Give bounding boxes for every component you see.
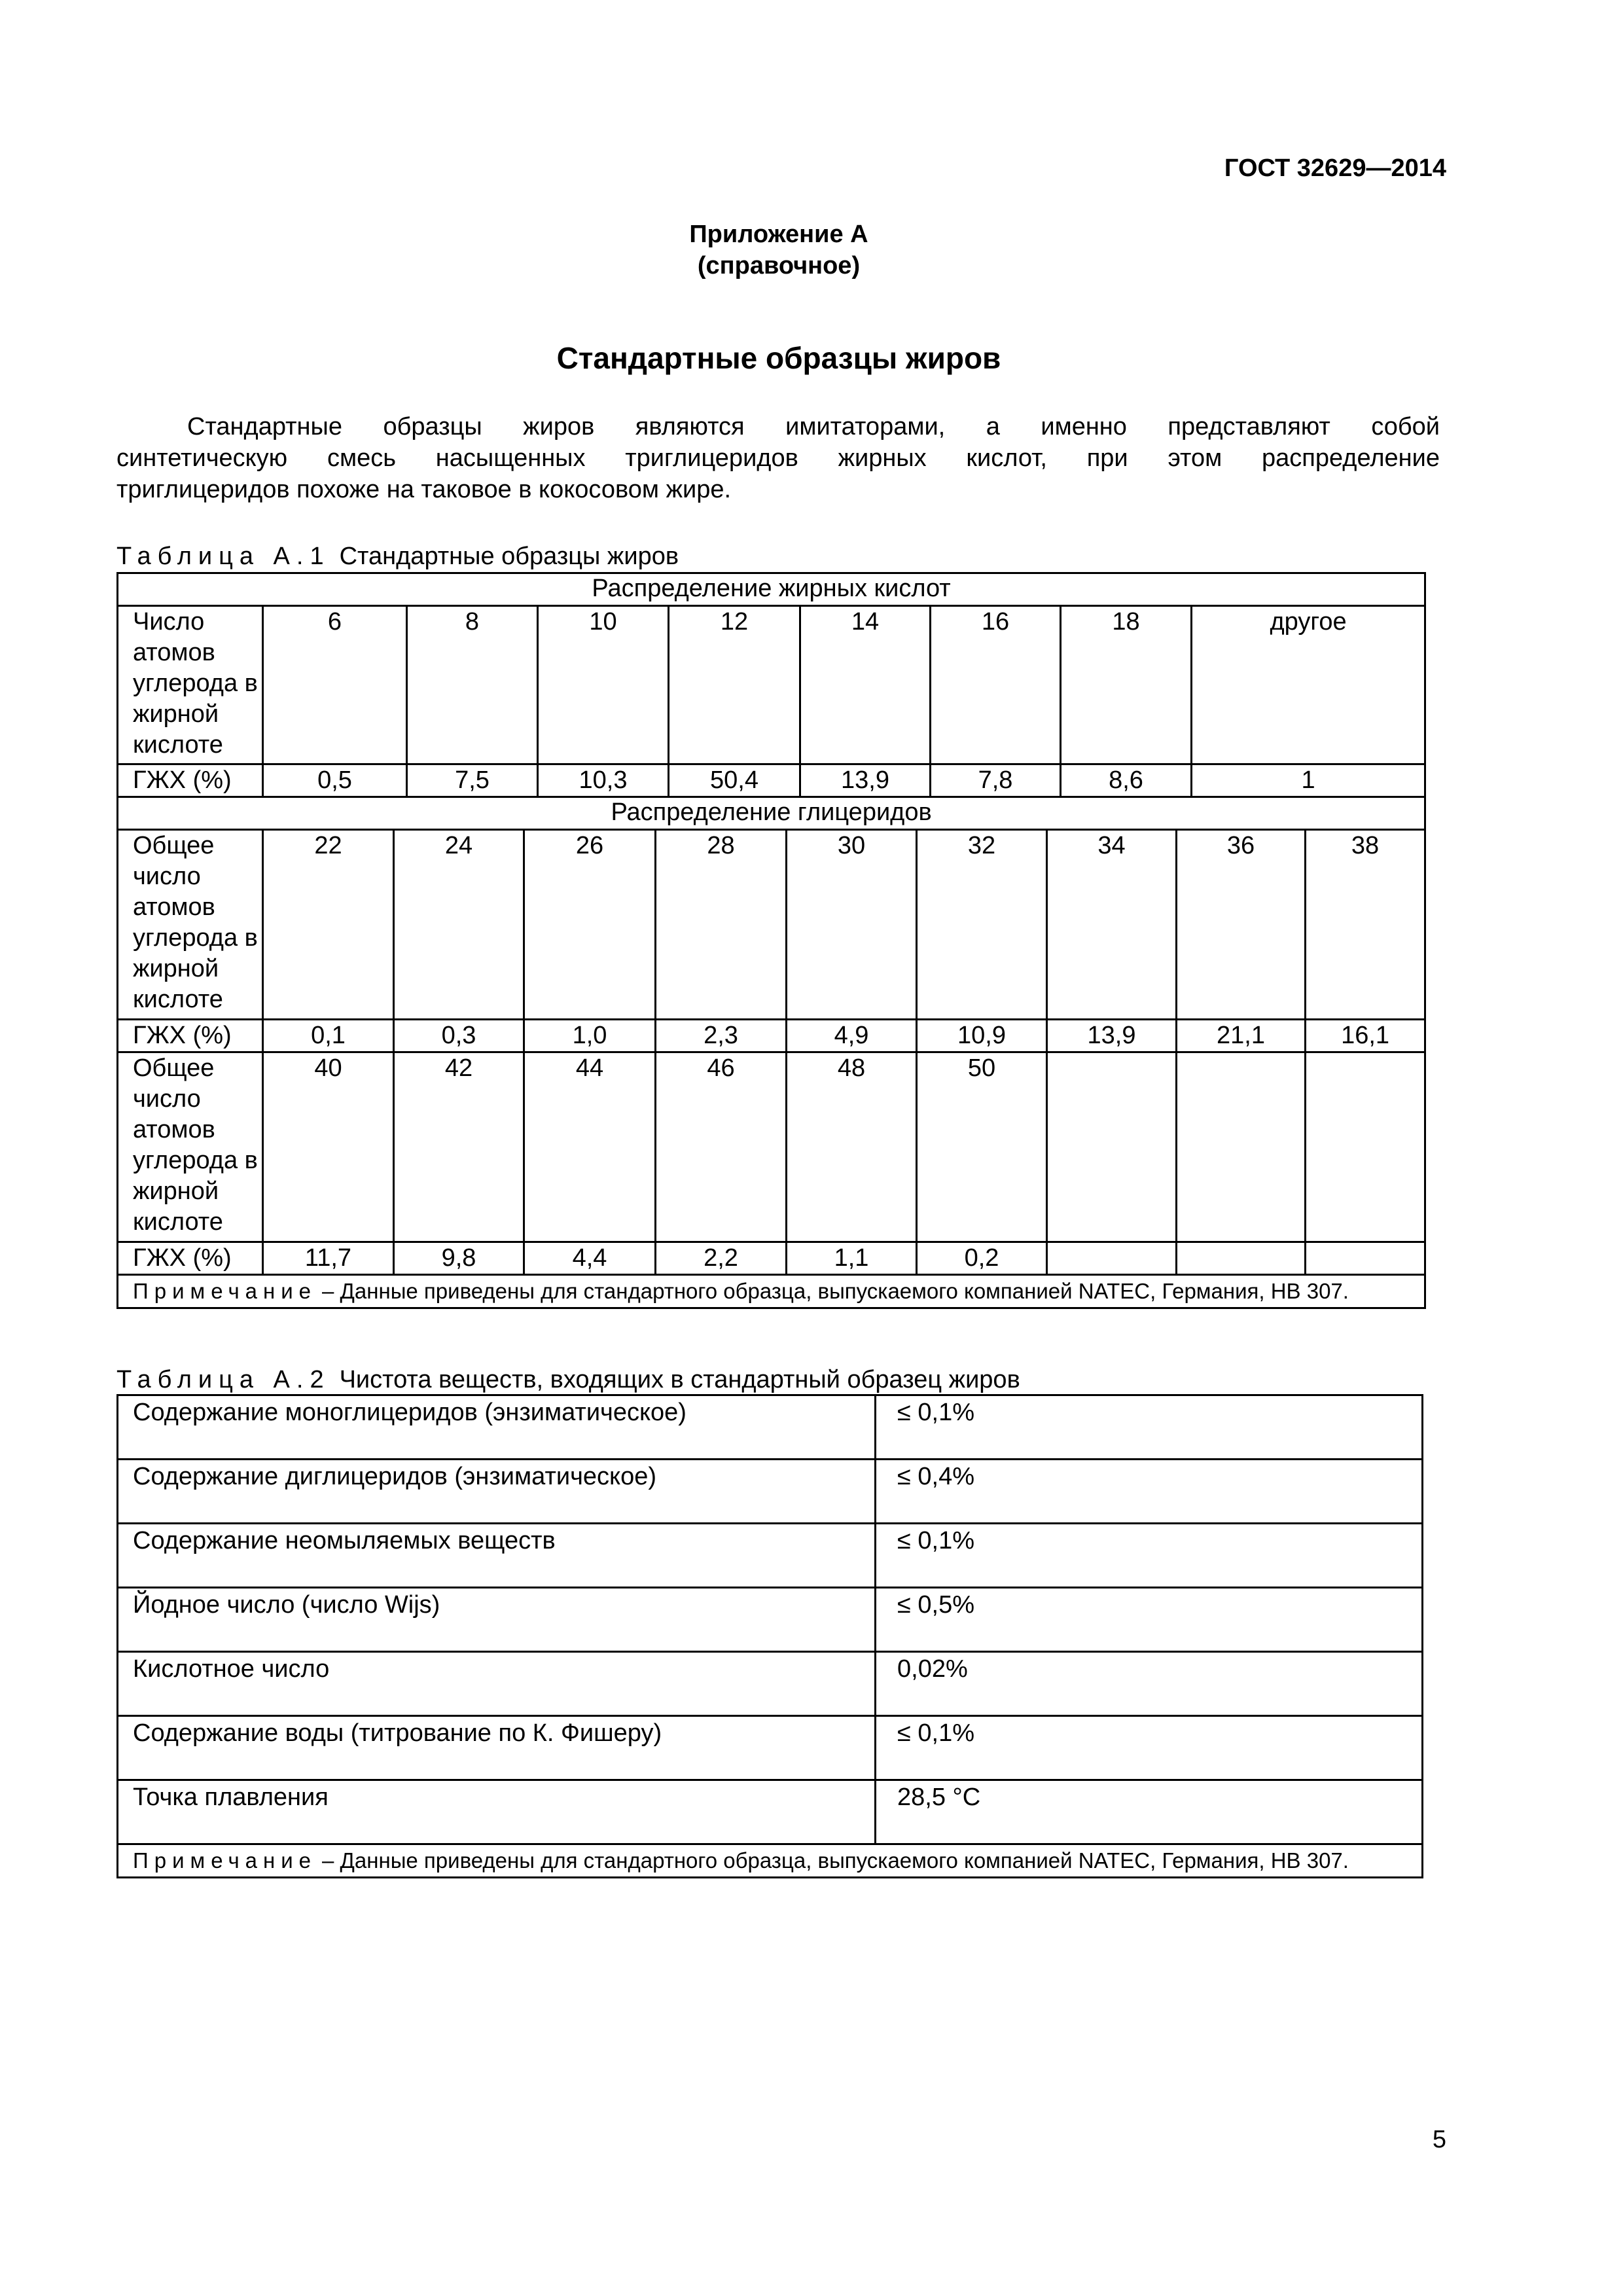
purity-row-value: 0,02%	[876, 1652, 1423, 1716]
table-purity	[116, 1394, 1423, 1878]
table1-caption-text: Стандартные образцы жиров	[339, 543, 679, 570]
table-cell: 10,9	[917, 1020, 1047, 1052]
intro-line-3: триглицеридов похоже на таковое в кокосовом жире.	[116, 476, 732, 503]
table-cell: 2,2	[656, 1242, 787, 1275]
intro-line-2: синтетическую смесь насыщенных триглицеридов жирных кислот, при этом распределение	[116, 444, 1440, 472]
table-cell: 0,1	[263, 1020, 394, 1052]
table-cell: 8	[407, 606, 538, 764]
table-cell: 36	[1177, 830, 1306, 1020]
table-cell: 26	[524, 830, 656, 1020]
document-code: ГОСТ 32629—2014	[1224, 154, 1446, 182]
table-cell: 46	[656, 1052, 787, 1242]
table-cell: 4,9	[787, 1020, 917, 1052]
purity-row-value: ≤ 0,5%	[876, 1588, 1423, 1652]
purity-row-value: ≤ 0,4%	[876, 1460, 1423, 1524]
table-cell: 50	[917, 1052, 1047, 1242]
table-cell: 30	[787, 830, 917, 1020]
table-cell: другое	[1192, 606, 1425, 764]
table1-caption-label: Таблица А.1	[116, 543, 330, 570]
table-cell: 13,9	[1047, 1020, 1177, 1052]
table-cell	[1047, 1242, 1177, 1275]
table-cell: 18	[1061, 606, 1192, 764]
table-cell: 0,3	[394, 1020, 524, 1052]
table-cell: 8,6	[1061, 764, 1192, 797]
table-cell: 4,4	[524, 1242, 656, 1275]
table-cell	[1306, 1242, 1425, 1275]
row-label-gc: ГЖХ (%)	[118, 764, 263, 797]
table1-note-label: Примечание	[133, 1279, 317, 1303]
table-cell: 24	[394, 830, 524, 1020]
page-heading: Стандартные образцы жиров	[556, 341, 1001, 375]
table-cell: 50,4	[669, 764, 800, 797]
purity-row-name: Содержание неомыляемых веществ	[118, 1524, 876, 1588]
table-cell	[1177, 1242, 1306, 1275]
table-cell: 48	[787, 1052, 917, 1242]
table-cell: 22	[263, 830, 394, 1020]
table-cell: 40	[263, 1052, 394, 1242]
purity-row-value: 28,5 °С	[876, 1780, 1423, 1844]
table-cell: 1,1	[787, 1242, 917, 1275]
table-cell: 16	[931, 606, 1061, 764]
table-cell	[1047, 1052, 1177, 1242]
table-cell: 44	[524, 1052, 656, 1242]
purity-row-name: Содержание воды (титрование по К. Фишеру)	[118, 1716, 876, 1780]
purity-row-value: ≤ 0,1%	[876, 1524, 1423, 1588]
section-fatty-acid-distribution: Распределение жирных кислот	[118, 573, 1425, 606]
table-cell: 0,2	[917, 1242, 1047, 1275]
appendix-status: (справочное)	[697, 252, 861, 279]
table-cell: 10	[538, 606, 669, 764]
table-cell: 9,8	[394, 1242, 524, 1275]
purity-row-name: Йодное число (число Wijs)	[118, 1588, 876, 1652]
table-cell: 2,3	[656, 1020, 787, 1052]
table-cell: 6	[263, 606, 407, 764]
row-label-gc: ГЖХ (%)	[118, 1242, 263, 1275]
table-cell: 10,3	[538, 764, 669, 797]
table1-note	[118, 1275, 1425, 1308]
purity-row-name: Содержание моноглицеридов (энзиматическое)	[118, 1395, 876, 1460]
table-cell: 0,5	[263, 764, 407, 797]
table1-caption	[116, 542, 679, 571]
appendix-title: Приложение А	[689, 221, 868, 248]
table-cell: 34	[1047, 830, 1177, 1020]
table2-caption-label: Таблица А.2	[116, 1366, 330, 1393]
table1-note-text: – Данные приведены для стандартного образца, выпускаемого компанией NATEC, Германия, НВ 307.	[322, 1279, 1349, 1303]
row-label-total-carbon-atoms: Общее число атомов углерода в жирной кислоте	[118, 830, 263, 1020]
table-cell: 38	[1306, 830, 1425, 1020]
purity-row-name: Точка плавления	[118, 1780, 876, 1844]
table-cell: 12	[669, 606, 800, 764]
table-cell	[1177, 1052, 1306, 1242]
table-cell	[1306, 1052, 1425, 1242]
intro-line-1: Стандартные образцы жиров являются имитаторами, а именно представляют собой	[187, 413, 1440, 440]
table-cell: 11,7	[263, 1242, 394, 1275]
table-cell: 16,1	[1306, 1020, 1425, 1052]
purity-row-name: Содержание диглицеридов (энзиматическое)	[118, 1460, 876, 1524]
table2-note-label: Примечание	[133, 1848, 317, 1873]
section-glyceride-distribution: Распределение глицеридов	[118, 797, 1425, 830]
row-label-total-carbon-atoms: Общее число атомов углерода в жирной кислоте	[118, 1052, 263, 1242]
table-cell: 7,5	[407, 764, 538, 797]
purity-row-name: Кислотное число	[118, 1652, 876, 1716]
table-cell: 1,0	[524, 1020, 656, 1052]
row-label-gc: ГЖХ (%)	[118, 1020, 263, 1052]
table-cell: 42	[394, 1052, 524, 1242]
row-label-carbon-atoms: Число атомов углерода в жирной кислоте	[118, 606, 263, 764]
table2-note-text: – Данные приведены для стандартного образца, выпускаемого компанией NATEC, Германия, НВ 307.	[322, 1848, 1349, 1873]
table-cell: 28	[656, 830, 787, 1020]
table-standard-fats	[116, 572, 1426, 1309]
intro-paragraph	[116, 411, 1440, 505]
page-number: 5	[1432, 2126, 1446, 2153]
table-cell: 14	[800, 606, 931, 764]
purity-row-value: ≤ 0,1%	[876, 1395, 1423, 1460]
table-cell: 32	[917, 830, 1047, 1020]
table2-caption-text: Чистота веществ, входящих в стандартный образец жиров	[339, 1366, 1020, 1393]
table-cell: 13,9	[800, 764, 931, 797]
purity-row-value: ≤ 0,1%	[876, 1716, 1423, 1780]
table-cell: 21,1	[1177, 1020, 1306, 1052]
table2-caption	[116, 1365, 1020, 1394]
table2-note	[118, 1844, 1423, 1878]
table-cell: 7,8	[931, 764, 1061, 797]
table-cell: 1	[1192, 764, 1425, 797]
